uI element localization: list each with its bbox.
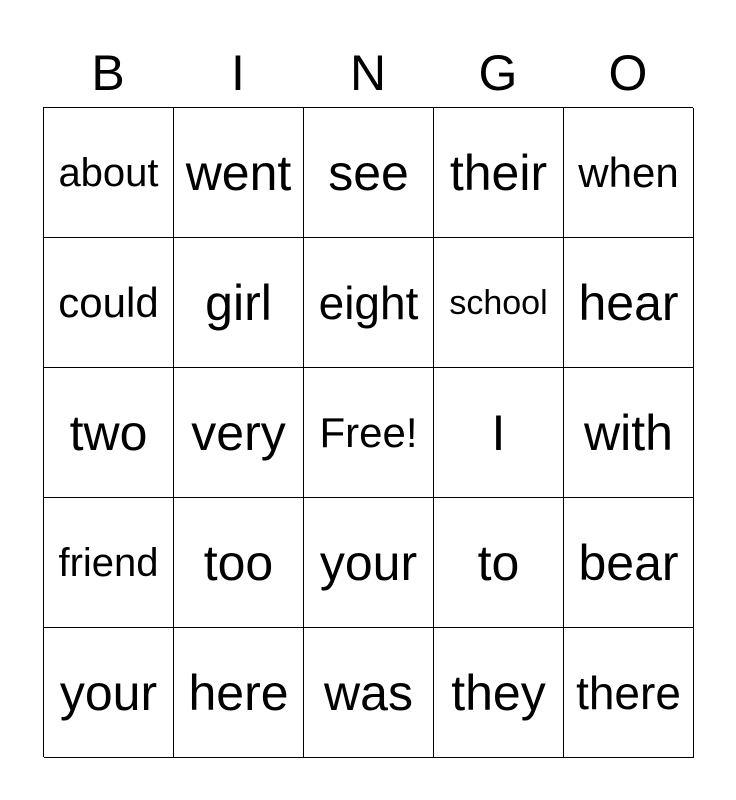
bingo-cell[interactable]: [304, 108, 434, 238]
bingo-cell[interactable]: [304, 628, 434, 758]
cell-word: with: [584, 404, 673, 461]
cell-word: could: [58, 278, 159, 326]
cell-word: friend: [58, 540, 159, 585]
bingo-cell[interactable]: [564, 498, 694, 628]
bingo-cell[interactable]: [564, 368, 694, 498]
cell-word: to: [477, 534, 520, 591]
cell-word: hear: [578, 274, 679, 331]
bingo-cell[interactable]: [44, 238, 174, 368]
header-letter-g: G: [478, 45, 518, 101]
bingo-cell[interactable]: [174, 368, 304, 498]
cell-word: your: [59, 664, 158, 721]
cell-word: their: [449, 144, 548, 201]
cell-word: I: [491, 404, 506, 461]
bingo-cell[interactable]: [564, 238, 694, 368]
bingo-cell[interactable]: [44, 368, 174, 498]
cell-word: there: [576, 666, 681, 719]
free-space-cell[interactable]: [304, 368, 434, 498]
cell-word: girl: [205, 274, 272, 331]
bingo-cell[interactable]: [564, 108, 694, 238]
cell-word: was: [324, 664, 413, 721]
cell-word: school: [449, 283, 548, 322]
bingo-cell[interactable]: [564, 628, 694, 758]
cell-word: bear: [578, 534, 679, 591]
cell-word: about: [58, 150, 159, 195]
bingo-cell[interactable]: [434, 238, 564, 368]
header-letter-o: O: [608, 45, 648, 101]
bingo-cell[interactable]: [174, 238, 304, 368]
bingo-header: [43, 42, 693, 104]
cell-word: eight: [318, 276, 419, 329]
bingo-cell[interactable]: [174, 628, 304, 758]
header-letter-n: N: [349, 45, 387, 101]
header-letter-i: I: [231, 45, 245, 101]
cell-word: very: [191, 404, 286, 461]
bingo-cell[interactable]: [44, 628, 174, 758]
cell-word: see: [328, 144, 409, 201]
bingo-cell[interactable]: [434, 498, 564, 628]
bingo-cell[interactable]: [304, 238, 434, 368]
bingo-cell[interactable]: [434, 628, 564, 758]
bingo-cell[interactable]: [44, 108, 174, 238]
cell-word: they: [451, 664, 546, 721]
cell-word: here: [188, 664, 289, 721]
bingo-cell[interactable]: [304, 498, 434, 628]
cell-word: went: [185, 144, 292, 201]
header-letter-b: B: [91, 45, 125, 101]
free-space-label: Free!: [319, 408, 418, 456]
bingo-board: [43, 107, 693, 757]
cell-word: when: [578, 148, 679, 196]
bingo-cell[interactable]: [174, 498, 304, 628]
bingo-cell[interactable]: [434, 108, 564, 238]
cell-word: two: [69, 404, 148, 461]
bingo-cell[interactable]: [44, 498, 174, 628]
cell-word: your: [319, 534, 418, 591]
cell-word: too: [203, 534, 274, 591]
bingo-cell[interactable]: [434, 368, 564, 498]
bingo-cell[interactable]: [174, 108, 304, 238]
